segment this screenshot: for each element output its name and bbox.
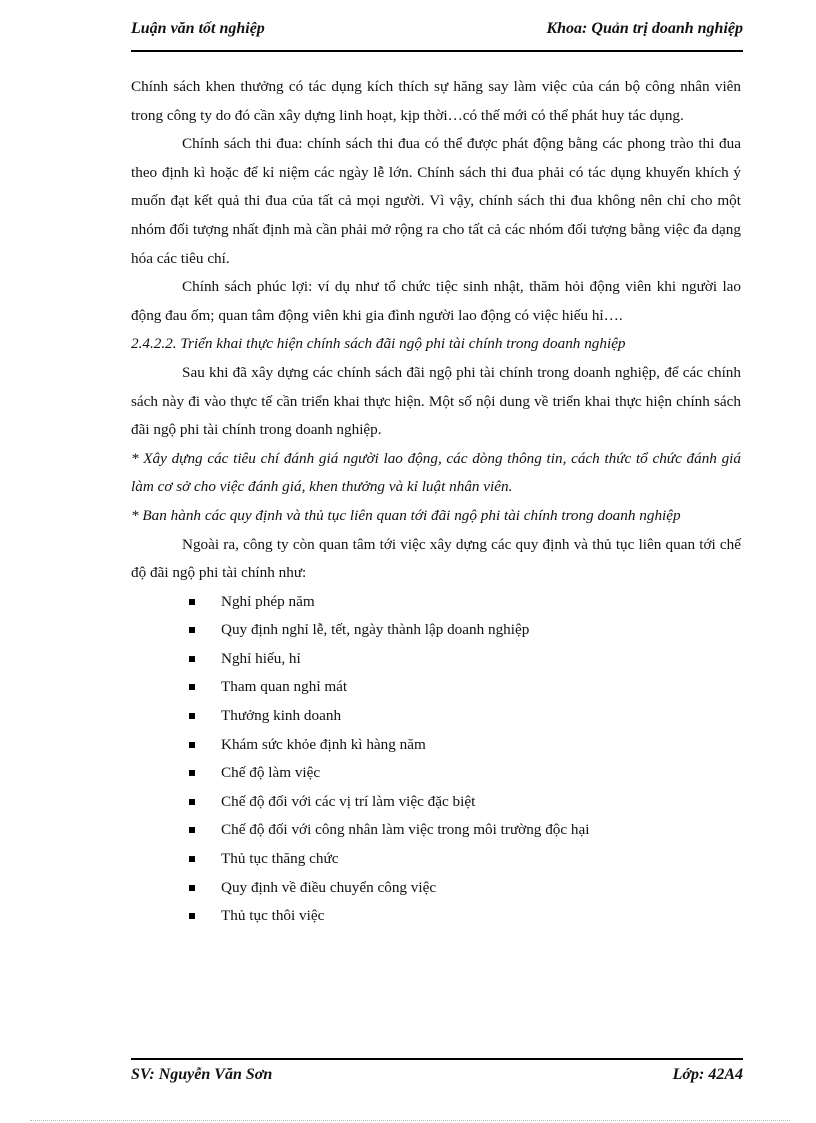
paragraph-regulations: * Ban hành các quy định và thủ tục liên quan tới đãi ngộ phi tài chính trong doanh nghiệp bbox=[131, 506, 681, 524]
list-item bbox=[131, 759, 741, 788]
bullet-icon bbox=[189, 913, 195, 919]
list-item bbox=[131, 616, 741, 645]
list-item bbox=[131, 816, 741, 845]
list-item bbox=[131, 588, 741, 617]
bullet-icon bbox=[189, 856, 195, 862]
list-item-label: Chế độ đối với các vị trí làm việc đặc biệt bbox=[221, 792, 476, 810]
paragraph-implementation: Sau khi đã xây dựng các chính sách đãi ngộ phi tài chính trong doanh nghiệp, để các chính sách này đi vào thực tế cần triển khai thực hiện. Một số nội dung về triển khai thực hiện chính sách đãi ngộ phi tài chính trong doanh nghiệp. bbox=[131, 363, 741, 439]
list-item-label: Chế độ làm việc bbox=[221, 764, 321, 782]
list-item-label: Tham quan nghỉ mát bbox=[221, 678, 348, 696]
bullet-icon bbox=[189, 827, 195, 833]
header-faculty-label: Khoa: Quản trị doanh nghiệp bbox=[546, 20, 743, 37]
paragraph-welfare-policy: Chính sách phúc lợi: ví dụ như tổ chức tiệc sinh nhật, thăm hỏi động viên khi người lao động đau ốm; quan tâm động viên khi gia đình người lao động có việc hiếu hỉ…. bbox=[131, 278, 741, 324]
page-header bbox=[131, 20, 743, 44]
list-item bbox=[131, 902, 741, 931]
list-item bbox=[131, 845, 741, 874]
bullet-icon bbox=[189, 799, 195, 805]
paragraph-additional: Ngoài ra, công ty còn quan tâm tới việc xây dựng các quy định và thủ tục liên quan tới chế độ đãi ngộ phi tài chính như: bbox=[131, 535, 741, 582]
footer-class-label: Lớp: 42A4 bbox=[672, 1066, 743, 1083]
bullet-icon bbox=[189, 742, 195, 748]
list-item-label: Khám sức khỏe định kì hàng năm bbox=[221, 735, 426, 753]
bullet-icon bbox=[189, 627, 195, 633]
section-heading: 2.4.2.2. Triển khai thực hiện chính sách đãi ngộ phi tài chính trong doanh nghiệp bbox=[131, 335, 626, 353]
list-item bbox=[131, 731, 741, 760]
list-item bbox=[131, 645, 741, 674]
paragraph-criteria: * Xây dựng các tiêu chí đánh giá người lao động, các dòng thông tin, cách thức tổ chức đánh giá làm cơ sở cho việc đánh giá, khen thưởng và kỉ luật nhân viên. bbox=[131, 449, 741, 496]
list-item bbox=[131, 702, 741, 731]
list-item-label: Thủ tục thăng chức bbox=[221, 850, 339, 868]
page-edge-line bbox=[30, 1120, 790, 1121]
bullet-icon bbox=[189, 599, 195, 605]
list-item-label: Quy định về điều chuyển công việc bbox=[221, 878, 437, 896]
header-divider bbox=[131, 50, 743, 52]
list-item bbox=[131, 788, 741, 817]
document-body bbox=[131, 73, 741, 931]
bullet-icon bbox=[189, 684, 195, 690]
list-item bbox=[131, 874, 741, 903]
bullet-icon bbox=[189, 770, 195, 776]
list-item-label: Thưởng kinh doanh bbox=[221, 707, 342, 725]
paragraph-reward-policy: Chính sách khen thưởng có tác dụng kích thích sự hăng say làm việc của cán bộ công nhân viên trong công ty do đó cần xây dựng linh hoạt, kịp thời…có thế mới có thể phát huy tác dụng. bbox=[131, 78, 741, 124]
bullet-icon bbox=[189, 656, 195, 662]
list-item-label: Nghỉ phép năm bbox=[221, 592, 315, 610]
regulation-list bbox=[131, 588, 741, 931]
footer-student-label: SV: Nguyễn Văn Sơn bbox=[131, 1066, 273, 1083]
bullet-icon bbox=[189, 713, 195, 719]
bullet-icon bbox=[189, 885, 195, 891]
paragraph-emulation-policy: Chính sách thi đua: chính sách thi đua có thể được phát động bằng các phong trào thi đua theo định kì hoặc để kỉ niệm các ngày lễ lớn. Chính sách thi đua phải có tác dụng khuyến khích ý muốn đạt kết quả thi đua của tất cả mọi người. Vì vậy, chính sách thi đua không nên chỉ cho một nhóm đối tượng nhất định mà cần phải mở rộng ra cho tất cả các nhóm đối tượng bằng việc đa dạng hóa các tiêu chí. bbox=[131, 135, 741, 267]
list-item bbox=[131, 673, 741, 702]
footer-divider bbox=[131, 1058, 743, 1060]
page-footer bbox=[131, 1066, 743, 1090]
list-item-label: Chế độ đối với công nhân làm việc trong môi trường độc hại bbox=[221, 821, 590, 839]
list-item-label: Thủ tục thôi việc bbox=[221, 907, 325, 925]
header-thesis-label: Luận văn tốt nghiệp bbox=[131, 20, 265, 37]
list-item-label: Quy định nghỉ lễ, tết, ngày thành lập doanh nghiệp bbox=[221, 621, 530, 639]
list-item-label: Nghỉ hiếu, hỉ bbox=[221, 649, 301, 667]
